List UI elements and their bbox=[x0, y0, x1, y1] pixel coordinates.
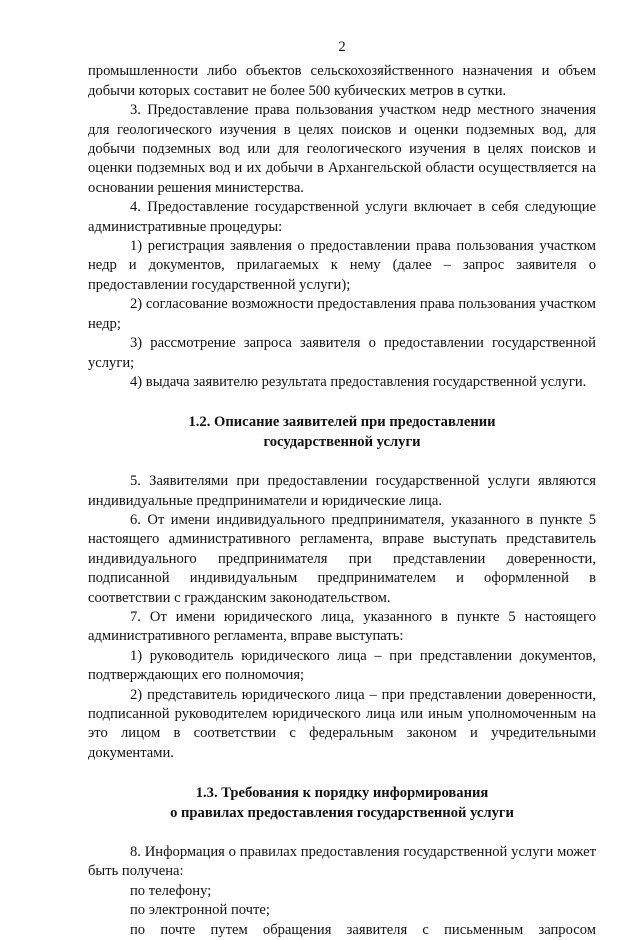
section-heading-1-2 bbox=[88, 413, 596, 452]
section-heading-1-2-line1: 1.2. Описание заявителей при предоставлении bbox=[188, 414, 496, 431]
paragraph-continuation: промышленности либо объектов сельскохозяйственного назначения и объем добычи которых составит не более 500 кубических метров в сутки. bbox=[88, 63, 596, 99]
representative-item-2: 2) представитель юридического лица – при представлении доверенности, подписанной руководителем юридического лица или иным уполномоченным на это лицом в соответствии с федеральным законом и учредительными документами. bbox=[88, 686, 596, 761]
paragraph-item-7: 7. От имени юридического лица, указанного в пункте 5 настоящего административного регламента, вправе выступать: bbox=[88, 608, 596, 645]
procedure-item-1: 1) регистрация заявления о предоставлении права пользования участком недр и документов, прилагаемых к нему (далее – запрос заявителя о предоставлении государственной услуги); bbox=[88, 238, 596, 293]
procedure-item-4: 4) выдача заявителю результата предоставления государственной услуги. bbox=[130, 373, 587, 390]
info-channel-item: по электронной почте; bbox=[130, 902, 270, 919]
section-heading-1-2-line2: государственной услуги bbox=[263, 433, 421, 450]
info-channel-item: по почте путем обращения заявителя с письменным запросом bbox=[130, 921, 596, 938]
page-number: 2 bbox=[338, 39, 346, 55]
section-heading-1-3 bbox=[88, 784, 596, 823]
spacer bbox=[88, 452, 596, 472]
spacer bbox=[88, 392, 596, 413]
spacer bbox=[88, 763, 596, 784]
procedure-item-2: 2) согласование возможности предоставления права пользования участком недр; bbox=[88, 296, 596, 332]
paragraph-item-4: 4. Предоставление государственной услуги включает в себя следующие административные процедуры: bbox=[88, 199, 596, 235]
procedure-item-3: 3) рассмотрение запроса заявителя о предоставлении государственной услуги; bbox=[88, 335, 596, 371]
info-channel-item: по телефону; bbox=[130, 882, 212, 899]
spacer bbox=[88, 823, 596, 843]
paragraph-item-8: 8. Информация о правилах предоставления государственной услуги может быть получена: bbox=[88, 844, 596, 880]
representative-item-1: 1) руководитель юридического лица – при представлении документов, подтверждающих его полномочия; bbox=[88, 647, 596, 684]
paragraph-item-6: 6. От имени индивидуального предпринимателя, указанного в пункте 5 настоящего административного регламента, вправе выступать представитель индивидуального предпринимателя при представлении доверенности, подписанной индивидуальным предпринимателем и оформленной в соответствии с гражданским законодательством. bbox=[88, 511, 596, 606]
document-page bbox=[88, 38, 596, 940]
paragraph-item-5: 5. Заявителями при предоставлении государственной услуги являются индивидуальные предприниматели и юридические лица. bbox=[88, 473, 596, 509]
paragraph-item-3: 3. Предоставление права пользования участком недр местного значения для геологического изучения в целях поисков и оценки подземных вод, для добычи подземных вод или для геологического изучения в целях поисков и оценки подземных вод и их добычи в Архангельской области осуществляется на основании решения министерства. bbox=[88, 102, 596, 196]
section-heading-1-3-line1: 1.3. Требования к порядку информирования bbox=[195, 785, 489, 802]
section-heading-1-3-line2: о правилах предоставления государственной услуги bbox=[170, 804, 514, 821]
